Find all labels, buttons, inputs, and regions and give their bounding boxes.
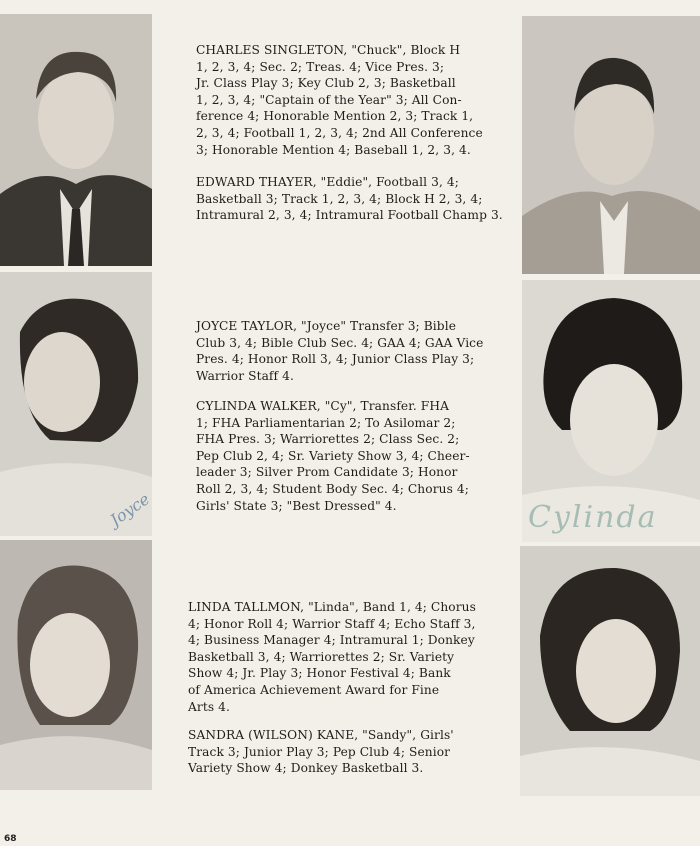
portrait-edward-thayer xyxy=(522,16,700,274)
portrait-charles-singleton xyxy=(0,14,152,266)
bio-joyce-taylor: JOYCE TAYLOR, "Joyce" Transfer 3; Bible Club 3, 4; Bible Club Sec. 4; GAA 4; GAA Vice Pres. 4; Honor Roll 3, 4; Junior Class Play 3; Warrior Staff 4. xyxy=(196,319,484,383)
portrait-sandra-kane xyxy=(520,546,700,796)
bio-edward-thayer: EDWARD THAYER, "Eddie", Football 3, 4; Basketball 3; Track 1, 2, 3, 4; Block H 2, 3, 4; Intramural 2, 3, 4; Intramural Football Champ 3. xyxy=(196,175,503,223)
portrait-joyce-taylor xyxy=(0,272,152,536)
portrait-linda-tallmon xyxy=(0,540,152,790)
signature-cylinda: Cylinda xyxy=(528,500,658,535)
page-number: 68 xyxy=(4,834,17,844)
signature-joyce: Joyce xyxy=(106,489,154,530)
bio-linda-tallmon: LINDA TALLMON, "Linda", Band 1, 4; Chorus 4; Honor Roll 4; Warrior Staff 4; Echo Staff 3, 4; Business Manager 4; Intramural 1; Donkey Basketball 3, 4; Warriorettes 2; Sr. Variety Show 4; Jr. Play 3; Honor Festival 4; Bank of America Achievement Award for Fine Arts 4. xyxy=(188,600,476,714)
bio-sandra-kane: SANDRA (WILSON) KANE, "Sandy", Girls' Track 3; Junior Play 3; Pep Club 4; Senior Variety Show 4; Donkey Basketball 3. xyxy=(188,728,454,776)
bio-charles-singleton: CHARLES SINGLETON, "Chuck", Block H 1, 2, 3, 4; Sec. 2; Treas. 4; Vice Pres. 3; Jr. Class Play 3; Key Club 2, 3; Basketball 1, 2, 3, 4; "Captain of the Year" 3; All Con- ference 4; Honorable Mention 2, 3; Track 1, 2, 3, 4; Football 1, 2, 3, 4; 2nd All Conference 3; Honorable Mention 4; Baseball 1, 2, 3, 4. xyxy=(196,43,483,157)
bio-cylinda-walker: CYLINDA WALKER, "Cy", Transfer. FHA 1; FHA Parliamentarian 2; To Asilomar 2; FHA Pres. 3; Warriorettes 2; Class Sec. 2; Pep Club 2, 4; Sr. Variety Show 3, 4; Cheer- leader 3; Silver Prom Candidate 3; Honor Roll 2, 3, 4; Student Body Sec. 4; Chorus 4; Girls' State 3; "Best Dressed" 4. xyxy=(196,399,470,513)
